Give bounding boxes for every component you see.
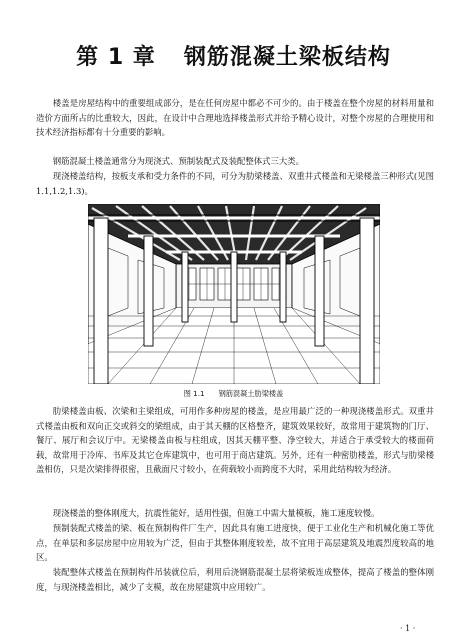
chapter-title: 钢筋混凝土梁板结构 [183, 45, 391, 70]
figure-number: 图 1.1 [183, 389, 205, 398]
paragraph-classification: 钢筋混凝土楼盖通常分为现浇式、预制装配式及装配整体式三大类。 [52, 156, 305, 166]
paragraph-ribbed-slab: 肋梁楼盖由板、次梁和主梁组成，可用作多种房屋的楼盖，是应用最广泛的一种现浇楼盖形式。双重井式楼盖由板和双向正交或斜交的梁组成，由于其天棚的区格整齐，建筑效果较好，故常用于建筑物的门厅、餐厅、展厅和会议厅中。无梁楼盖由板与柱组成，因其天棚平整、净空较大，并适合于承受较大的楼面荷载，故常用于冷库、书库及其它仓库建筑中，也可用于商店建筑。另外，还有一种密肋楼盖，形式与肋梁楼盖相仿，只是次梁排得很密，且截面尺寸较小，在荷载较小而跨度不大时，采用此结构较为经济。 [36, 406, 434, 475]
chapter-number: 第 1 章 [76, 45, 156, 70]
figure-caption [0, 389, 467, 399]
page-number: · 1 · [400, 624, 416, 633]
paragraph-assembled-monolithic: 装配整体式楼盖在预制构件吊装就位后，利用后浇钢筋混凝土层将梁板连成整体，提高了楼盖的整体刚度，与现浇楼盖相比，减少了支模，故在房屋建筑中应用较广。 [36, 567, 434, 592]
figure-caption-text: 钢筋混凝土肋梁楼盖 [218, 389, 284, 398]
chapter-heading [0, 40, 467, 71]
paragraph-intro: 楼盖是房屋结构中的重要组成部分，是在任何房屋中都必不可少的。由于楼盖在整个房屋的材料用量和造价方面所占的比重较大，因此，在设计中合理地选择楼盖形式并给予精心设计，对整个房屋的合理使用和技术经济指标都有十分重要的影响。 [36, 98, 434, 138]
paragraph-precast: 预制装配式楼盖的梁、板在预制构件厂生产，因此具有施工进度快，便于工业化生产和机械化施工等优点，在单层和多层房屋中应用较为广泛，但由于其整体刚度较差，故不宜用于高层建筑及地震烈度较高的地区。 [36, 523, 434, 563]
paragraph-cast-in-place-forms: 现浇楼盖结构，按板支承和受力条件的不同，可分为肋梁楼盖、双重井式楼盖和无梁楼盖三种形式(见图 1.1,1.2,1.3)。 [36, 171, 434, 196]
paragraph-cast-in-place-stiffness: 现浇楼盖的整体刚度大，抗震性能好，适用性强，但施工中需大量模板，施工速度较慢。 [52, 508, 380, 518]
ribbed-floor-illustration [88, 204, 380, 384]
